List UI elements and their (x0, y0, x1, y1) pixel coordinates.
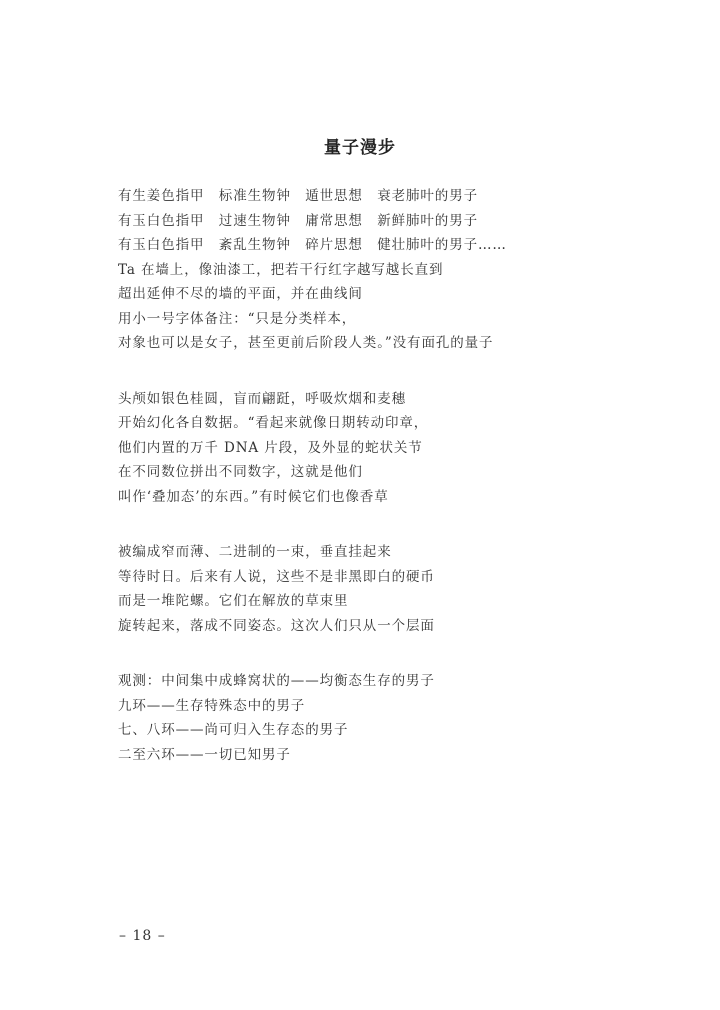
poem-line: 超出延伸不尽的墙的平面，并在曲线间 (118, 286, 363, 302)
poem-line: 有玉白色指甲 紊乱生物钟 碎片思想 健壮肺叶的男子…… (118, 237, 507, 253)
poem-line: 用小一号字体备注：“只是分类样本， (118, 310, 357, 327)
poem-line: 九环——生存特殊态中的男子 (118, 697, 306, 714)
poem-line: 被编成窄而薄、二进制的一束，垂直挂起来 (118, 544, 392, 560)
poem-body (118, 184, 618, 798)
poem-line: 七、八环——尚可归入生存态的男子 (118, 722, 349, 738)
poem-title: 量子漫步 (324, 138, 396, 158)
poem-line: 对象也可以是女子，甚至更前后阶段人类。”没有面孔的量子 (118, 335, 494, 351)
stanza-4 (118, 669, 618, 767)
poem-line: 二至六环——一切已知男子 (118, 746, 291, 763)
page-number: – 18 – (119, 928, 166, 944)
stanza-2 (118, 387, 618, 510)
poem-line: 开始幻化各自数据。“看起来就像日期转动印章， (118, 415, 429, 431)
poem-line: 叫作‘叠加态’的东西。”有时候它们也像香草 (118, 488, 389, 505)
stanza-1 (118, 184, 618, 356)
poem-line: 有玉白色指甲 过速生物钟 庸常思想 新鲜肺叶的男子 (118, 212, 478, 229)
poem-line: Ta 在墙上，像油漆工，把若干行红字越写越长直到 (118, 261, 444, 278)
poem-line: 旋转起来，落成不同姿态。这次人们只从一个层面 (118, 617, 435, 634)
poem-line: 而是一堆陀螺。它们在解放的草束里 (118, 593, 349, 609)
poem-line: 有生姜色指甲 标准生物钟 遁世思想 衰老肺叶的男子 (118, 188, 478, 204)
poem-line: 观测：中间集中成蜂窝状的——均衡态生存的男子 (118, 673, 435, 689)
poem-line: 等待时日。后来有人说，这些不是非黑即白的硬币 (118, 568, 435, 585)
poem-line: 在不同数位拼出不同数字，这就是他们 (118, 464, 363, 480)
stanza-3 (118, 540, 618, 638)
poem-line: 他们内置的万千 DNA 片段，及外显的蛇状关节 (118, 439, 423, 456)
poem-line: 头颅如银色桂圆，盲而翩跹，呼吸炊烟和麦穗 (118, 390, 406, 407)
